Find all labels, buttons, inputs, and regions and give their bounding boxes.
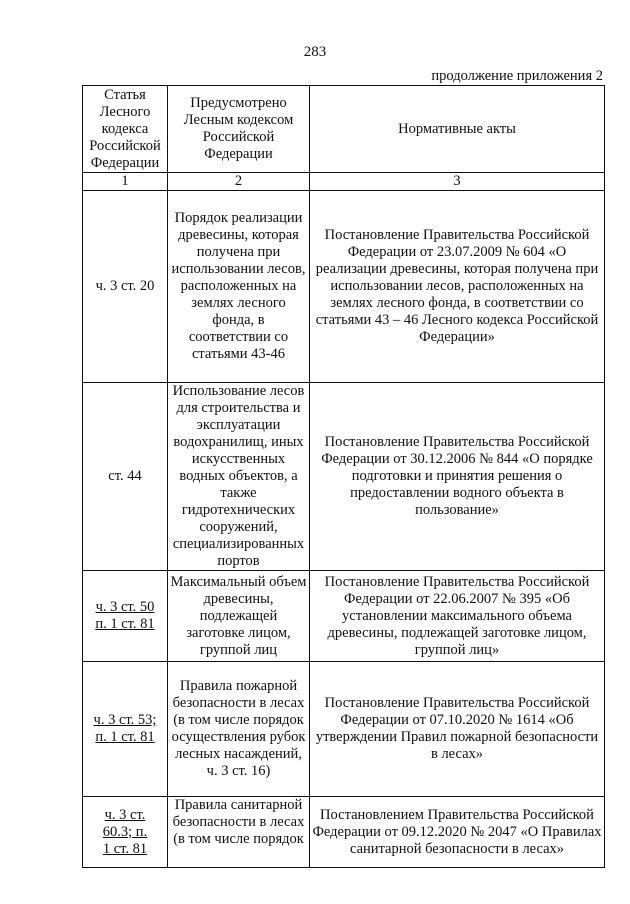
table-row <box>83 797 605 868</box>
act-cell: Постановление Правительства Российской Федерации от 07.10.2020 № 1614 «Об утверждении Правил пожарной безопасности в лесах» <box>310 662 605 797</box>
table-row <box>83 383 605 571</box>
table-header-row <box>83 86 605 173</box>
article-cell <box>83 797 168 868</box>
column-number-row <box>83 173 605 191</box>
provision-cell: Максимальный объем древесины, подлежащей заготовке лицом, группой лиц <box>168 571 310 662</box>
article-link[interactable]: ч. 3 ст. 60.3; п. 1 ст. 81 <box>102 806 148 857</box>
table-row <box>83 191 605 383</box>
header-provision <box>168 86 310 173</box>
article-link[interactable]: ч. 3 ст. 53; п. 1 ст. 81 <box>93 712 157 745</box>
provision-cell: Порядок реализации древесины, которая получена при использовании лесов, расположенных на землях лесного фонда, в соответствии со статьями 43-46 <box>168 191 310 383</box>
act-cell: Постановление Правительства Российской Федерации от 23.07.2009 № 604 «О реализации древесины, которая получена при использовании лесов, расположенных на землях лесного фонда, в соответствии со статьями 43 – 46 Лесного кодекса Российской Федерации» <box>310 191 605 383</box>
act-cell: Постановление Правительства Российской Федерации от 22.06.2007 № 395 «Об установлении максимального объема древесины, подлежащей заготовке лицом, группой лиц» <box>310 571 605 662</box>
act-cell: Постановлением Правительства Российской Федерации от 09.12.2020 № 2047 «О Правилах санитарной безопасности в лесах» <box>310 797 605 868</box>
header-article <box>83 86 168 173</box>
provision-cell: Правила санитарной безопасности в лесах (в том числе порядок <box>168 797 310 868</box>
header-article-text: Статья Лесного кодекса Российской Федерации <box>89 86 161 171</box>
table-row <box>83 662 605 797</box>
column-number: 1 <box>83 173 168 191</box>
provision-cell: Правила пожарной безопасности в лесах (в том числе порядок осуществления рубок лесных насаждений, ч. 3 ст. 16) <box>168 662 310 797</box>
column-number: 3 <box>310 173 605 191</box>
continuation-note: продолжение приложения 2 <box>431 68 603 84</box>
act-cell: Постановление Правительства Российской Федерации от 30.12.2006 № 844 «О порядке подготовки и принятия решения о предоставлении водного объекта в пользование» <box>310 383 605 571</box>
table-row <box>83 571 605 662</box>
article-cell: ч. 3 ст. 20 <box>83 191 168 383</box>
normative-acts-table <box>82 85 605 868</box>
article-link[interactable]: ч. 3 ст. 50 п. 1 ст. 81 <box>95 599 155 632</box>
header-provision-text: Предусмотрено Лесным кодексом Российской Федерации <box>183 95 294 162</box>
article-cell: ст. 44 <box>83 383 168 571</box>
provision-cell: Использование лесов для строительства и эксплуатации водохранилищ, иных искусственных водных объектов, а также гидротехнических сооружений, специализированных портов <box>168 383 310 571</box>
article-cell <box>83 571 168 662</box>
header-acts: Нормативные акты <box>310 86 605 173</box>
page-number: 283 <box>303 44 327 60</box>
article-cell <box>83 662 168 797</box>
column-number: 2 <box>168 173 310 191</box>
